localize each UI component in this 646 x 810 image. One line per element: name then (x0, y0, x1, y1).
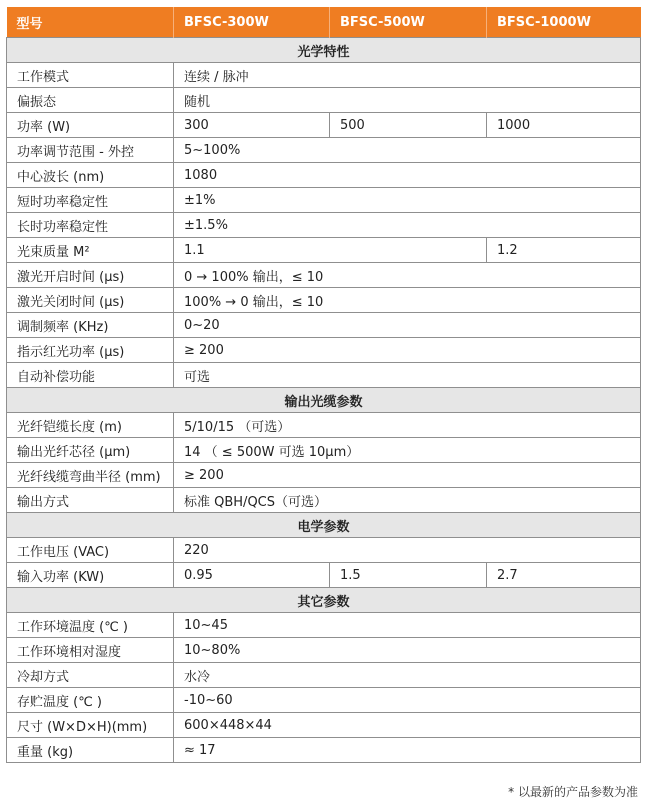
table-row (7, 188, 641, 213)
header-bfsc-500w: BFSC-500W (330, 7, 487, 38)
row-label: 中心波长 (nm) (7, 163, 174, 188)
table-row (7, 688, 641, 713)
row-value: 14 （ ≤ 500W 可选 10μm） (174, 438, 641, 463)
table-row (7, 713, 641, 738)
table-header (7, 7, 641, 38)
row-value-300w-500w: 1.1 (174, 238, 487, 263)
table-row (7, 288, 641, 313)
table-row (7, 538, 641, 563)
row-value: 5/10/15 （可选） (174, 413, 641, 438)
row-value: 5~100% (174, 138, 641, 163)
header-model: 型号 (7, 7, 174, 38)
row-value-500w: 1.5 (330, 563, 487, 588)
row-value: ≥ 200 (174, 338, 641, 363)
row-value: 600×448×44 (174, 713, 641, 738)
section-title: 其它参数 (7, 588, 641, 613)
table-row (7, 463, 641, 488)
table-row (7, 338, 641, 363)
row-value: ≥ 200 (174, 463, 641, 488)
table-row (7, 113, 641, 138)
row-label: 冷却方式 (7, 663, 174, 688)
row-label: 激光关闭时间 (μs) (7, 288, 174, 313)
row-label: 工作电压 (VAC) (7, 538, 174, 563)
row-value: 0~20 (174, 313, 641, 338)
section-title: 光学特性 (7, 38, 641, 63)
row-value-300w: 0.95 (174, 563, 330, 588)
row-label: 工作环境温度 (℃ ) (7, 613, 174, 638)
table-row (7, 63, 641, 88)
table-row (7, 213, 641, 238)
row-label: 功率 (W) (7, 113, 174, 138)
section-fiber-cable (7, 388, 641, 413)
table-row (7, 738, 641, 763)
row-value: ±1.5% (174, 213, 641, 238)
row-label: 输出方式 (7, 488, 174, 513)
table-row (7, 313, 641, 338)
table-row (7, 363, 641, 388)
row-label: 尺寸 (W×D×H)(mm) (7, 713, 174, 738)
section-title: 输出光缆参数 (7, 388, 641, 413)
row-value-1000w: 1.2 (487, 238, 641, 263)
row-label: 输出光纤芯径 (μm) (7, 438, 174, 463)
row-value: 连续 / 脉冲 (174, 63, 641, 88)
table-row (7, 138, 641, 163)
row-value-1000w: 2.7 (487, 563, 641, 588)
row-value: 100% → 0 输出，≤ 10 (174, 288, 641, 313)
spec-table (6, 7, 641, 763)
row-label: 工作模式 (7, 63, 174, 88)
table-row (7, 238, 641, 263)
row-value: 水冷 (174, 663, 641, 688)
row-label: 指示红光功率 (μs) (7, 338, 174, 363)
row-value: 10~45 (174, 613, 641, 638)
table-row (7, 663, 641, 688)
row-value: 可选 (174, 363, 641, 388)
row-value: ±1% (174, 188, 641, 213)
section-other (7, 588, 641, 613)
row-label: 激光开启时间 (μs) (7, 263, 174, 288)
footnote: * 以最新的产品参数为准 (508, 785, 638, 799)
table-row (7, 163, 641, 188)
row-label: 输入功率 (KW) (7, 563, 174, 588)
section-electrical (7, 513, 641, 538)
section-optical (7, 38, 641, 63)
table-row (7, 88, 641, 113)
row-value-1000w: 1000 (487, 113, 641, 138)
row-label: 存贮温度 (℃ ) (7, 688, 174, 713)
header-bfsc-300w: BFSC-300W (174, 7, 330, 38)
row-value-500w: 500 (330, 113, 487, 138)
row-value: ≈ 17 (174, 738, 641, 763)
row-value-300w: 300 (174, 113, 330, 138)
row-label: 调制频率 (KHz) (7, 313, 174, 338)
header-bfsc-1000w: BFSC-1000W (487, 7, 641, 38)
row-value: -10~60 (174, 688, 641, 713)
table-row (7, 413, 641, 438)
table-row (7, 488, 641, 513)
row-value: 标准 QBH/QCS（可选） (174, 488, 641, 513)
table-row (7, 438, 641, 463)
row-label: 自动补偿功能 (7, 363, 174, 388)
row-label: 工作环境相对湿度 (7, 638, 174, 663)
row-value: 220 (174, 538, 641, 563)
table-row (7, 563, 641, 588)
row-label: 偏振态 (7, 88, 174, 113)
row-label: 短时功率稳定性 (7, 188, 174, 213)
row-value: 0 → 100% 输出，≤ 10 (174, 263, 641, 288)
row-label: 功率调节范围 - 外控 (7, 138, 174, 163)
row-value: 随机 (174, 88, 641, 113)
row-label: 光纤铠缆长度 (m) (7, 413, 174, 438)
table-row (7, 638, 641, 663)
table-row (7, 613, 641, 638)
section-title: 电学参数 (7, 513, 641, 538)
row-value: 10~80% (174, 638, 641, 663)
row-value: 1080 (174, 163, 641, 188)
row-label: 光纤线缆弯曲半径 (mm) (7, 463, 174, 488)
row-label: 长时功率稳定性 (7, 213, 174, 238)
row-label: 光束质量 M² (7, 238, 174, 263)
row-label: 重量 (kg) (7, 738, 174, 763)
table-row (7, 263, 641, 288)
